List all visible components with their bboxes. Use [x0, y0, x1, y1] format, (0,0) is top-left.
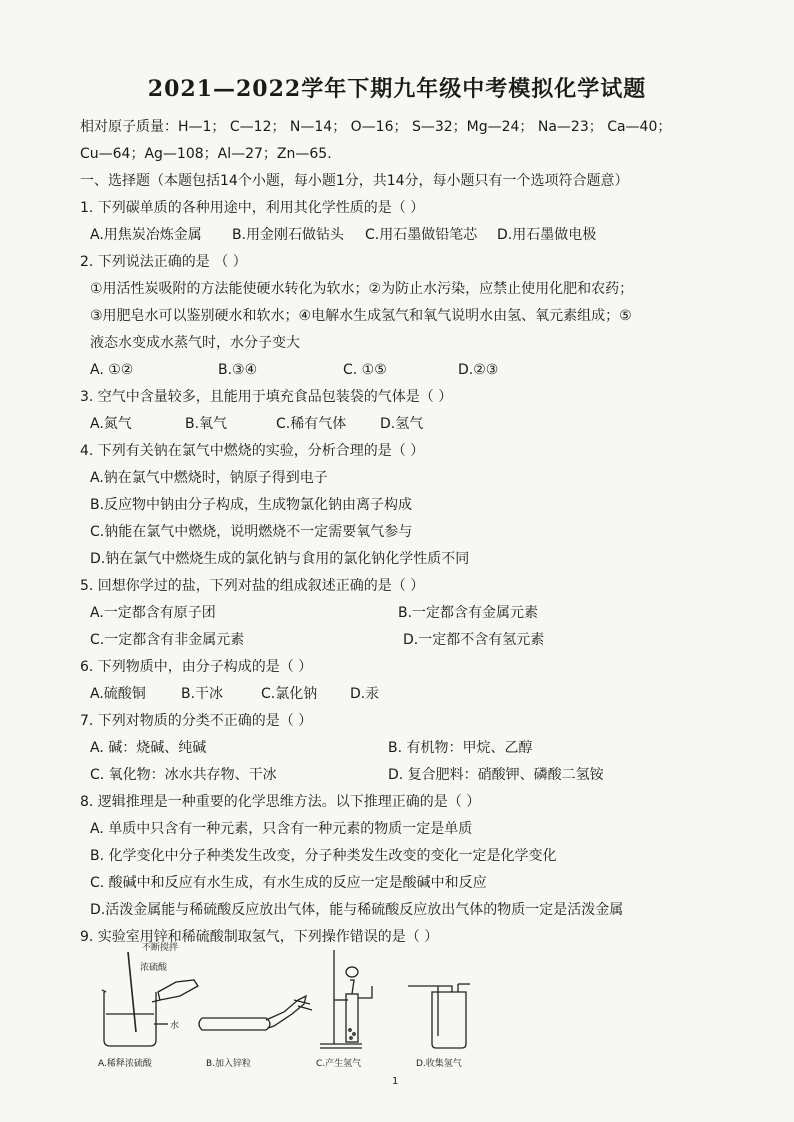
page-number: 1: [392, 1076, 399, 1087]
question-6-stem: 6. 下列物质中，由分子构成的是（ ）: [80, 659, 313, 675]
question-6-option-c: C.氯化钠: [261, 686, 318, 702]
question-7-option-b: B. 有机物：甲烷、乙醇: [388, 740, 533, 756]
question-1-stem: 1. 下列碳单质的各种用途中，利用其化学性质的是（ ）: [80, 200, 425, 216]
question-2-body-1: ①用活性炭吸附的方法能使硬水转化为软水；②为防止水污染，应禁止使用化肥和农药；: [90, 281, 634, 297]
question-2-option-d: D.②③: [458, 362, 499, 378]
question-3-option-a: A.氮气: [90, 416, 132, 432]
question-8-option-d: D.活泼金属能与稀硫酸反应放出气体，能与稀硫酸反应放出气体的物质一定是活泼金属: [90, 902, 624, 918]
question-2-body-2: ③用肥皂水可以鉴别硬水和软水；④电解水生成氢气和氧气说明水由氢、氧元素组成；⑤: [90, 308, 632, 324]
question-3-option-d: D.氢气: [380, 416, 424, 432]
question-7-option-d: D. 复合肥料：硝酸钾、磷酸二氢铵: [388, 767, 604, 783]
question-5-option-b: B.一定都含有金属元素: [398, 605, 539, 621]
caption-d: D.收集氢气: [416, 1059, 462, 1069]
section1-heading: 一、选择题（本题包括14个小题，每小题1分，共14分，每小题只有一个选项符合题意）: [80, 173, 629, 189]
caption-c: C.产生氢气: [316, 1059, 362, 1069]
question-2-option-a: A. ①②: [90, 362, 134, 378]
question-5-stem: 5. 回想你学过的盐，下列对盐的组成叙述正确的是（ ）: [80, 578, 425, 594]
generate-hydrogen-apparatus-figure: [320, 950, 372, 1048]
question-4-stem: 4. 下列有关钠在氯气中燃烧的实验，分析合理的是（ ）: [80, 443, 425, 459]
atomic-masses-line1: 相对原子质量：H—1； C—12； N—14； O—16； S—32；Mg—24； Na—23； Ca—40；: [80, 119, 672, 135]
question-6-option-b: B.干冰: [181, 686, 224, 702]
atomic-masses-line2: Cu—64；Ag—108；Al—27；Zn—65.: [80, 146, 332, 162]
question-6-option-a: A.硫酸铜: [90, 686, 146, 702]
question-7-option-c: C. 氧化物：冰水共存物、干冰: [90, 767, 277, 783]
question-4-option-d: D.钠在氯气中燃烧生成的氯化钠与食用的氯化钠化学性质不同: [90, 551, 470, 567]
question-1-option-c: C.用石墨做铅笔芯: [365, 227, 478, 243]
question-4-option-b: B.反应物中钠由分子构成，生成物氯化钠由离子构成: [90, 497, 413, 513]
caption-a: A.稀释浓硫酸: [98, 1059, 152, 1069]
acid-label: 浓硫酸: [140, 963, 168, 973]
stir-label: 不断搅拌: [142, 943, 179, 953]
question-2-option-b: B.③④: [218, 362, 258, 378]
caption-b: B.加入锌粒: [206, 1059, 252, 1069]
question-8-option-a: A. 单质中只含有一种元素，只含有一种元素的物质一定是单质: [90, 821, 473, 837]
question-7-stem: 7. 下列对物质的分类不正确的是（ ）: [80, 713, 313, 729]
add-zinc-apparatus-figure: [199, 996, 312, 1030]
question-7-option-a: A. 碱：烧碱、纯碱: [90, 740, 207, 756]
question-8-stem: 8. 逻辑推理是一种重要的化学思维方法。以下推理正确的是（ ）: [80, 794, 481, 810]
collect-hydrogen-apparatus-figure: [408, 984, 470, 1048]
question-5-option-a: A.一定都含有原子团: [90, 605, 216, 621]
question-1-option-a: A.用焦炭冶炼金属: [90, 227, 202, 243]
question-2-option-c: C. ①⑤: [343, 362, 387, 378]
question-5-option-c: C.一定都含有非金属元素: [90, 632, 245, 648]
question-5-option-d: D.一定都不含有氢元素: [403, 632, 545, 648]
question-4-option-a: A.钠在氯气中燃烧时，钠原子得到电子: [90, 470, 328, 486]
question-9-stem: 9. 实验室用锌和稀硫酸制取氢气，下列操作错误的是（ ）: [80, 929, 439, 945]
question-1-option-d: D.用石墨做电极: [497, 227, 597, 243]
water-label: 水: [170, 1021, 180, 1031]
lab-apparatus-figure: [98, 940, 518, 1070]
question-3-option-b: B.氧气: [185, 416, 228, 432]
question-2-body-3: 液态水变成水蒸气时，水分子变大: [90, 335, 300, 351]
question-3-option-c: C.稀有气体: [276, 416, 347, 432]
question-3-stem: 3. 空气中含量较多，且能用于填充食品包装袋的气体是（ ）: [80, 389, 453, 405]
question-6-option-d: D.汞: [350, 686, 380, 702]
question-9-figures: [98, 940, 518, 1070]
question-1-option-b: B.用金刚石做钻头: [232, 227, 345, 243]
question-4-option-c: C.钠能在氯气中燃烧，说明燃烧不一定需要氧气参与: [90, 524, 413, 540]
question-8-option-c: C. 酸碱中和反应有水生成，有水生成的反应一定是酸碱中和反应: [90, 875, 487, 891]
page-title: 2021—2022学年下期九年级中考模拟化学试题: [147, 76, 647, 102]
question-2-stem: 2. 下列说法正确的是 （ ）: [80, 254, 247, 270]
question-8-option-b: B. 化学变化中分子种类发生改变，分子种类发生改变的变化一定是化学变化: [90, 848, 557, 864]
